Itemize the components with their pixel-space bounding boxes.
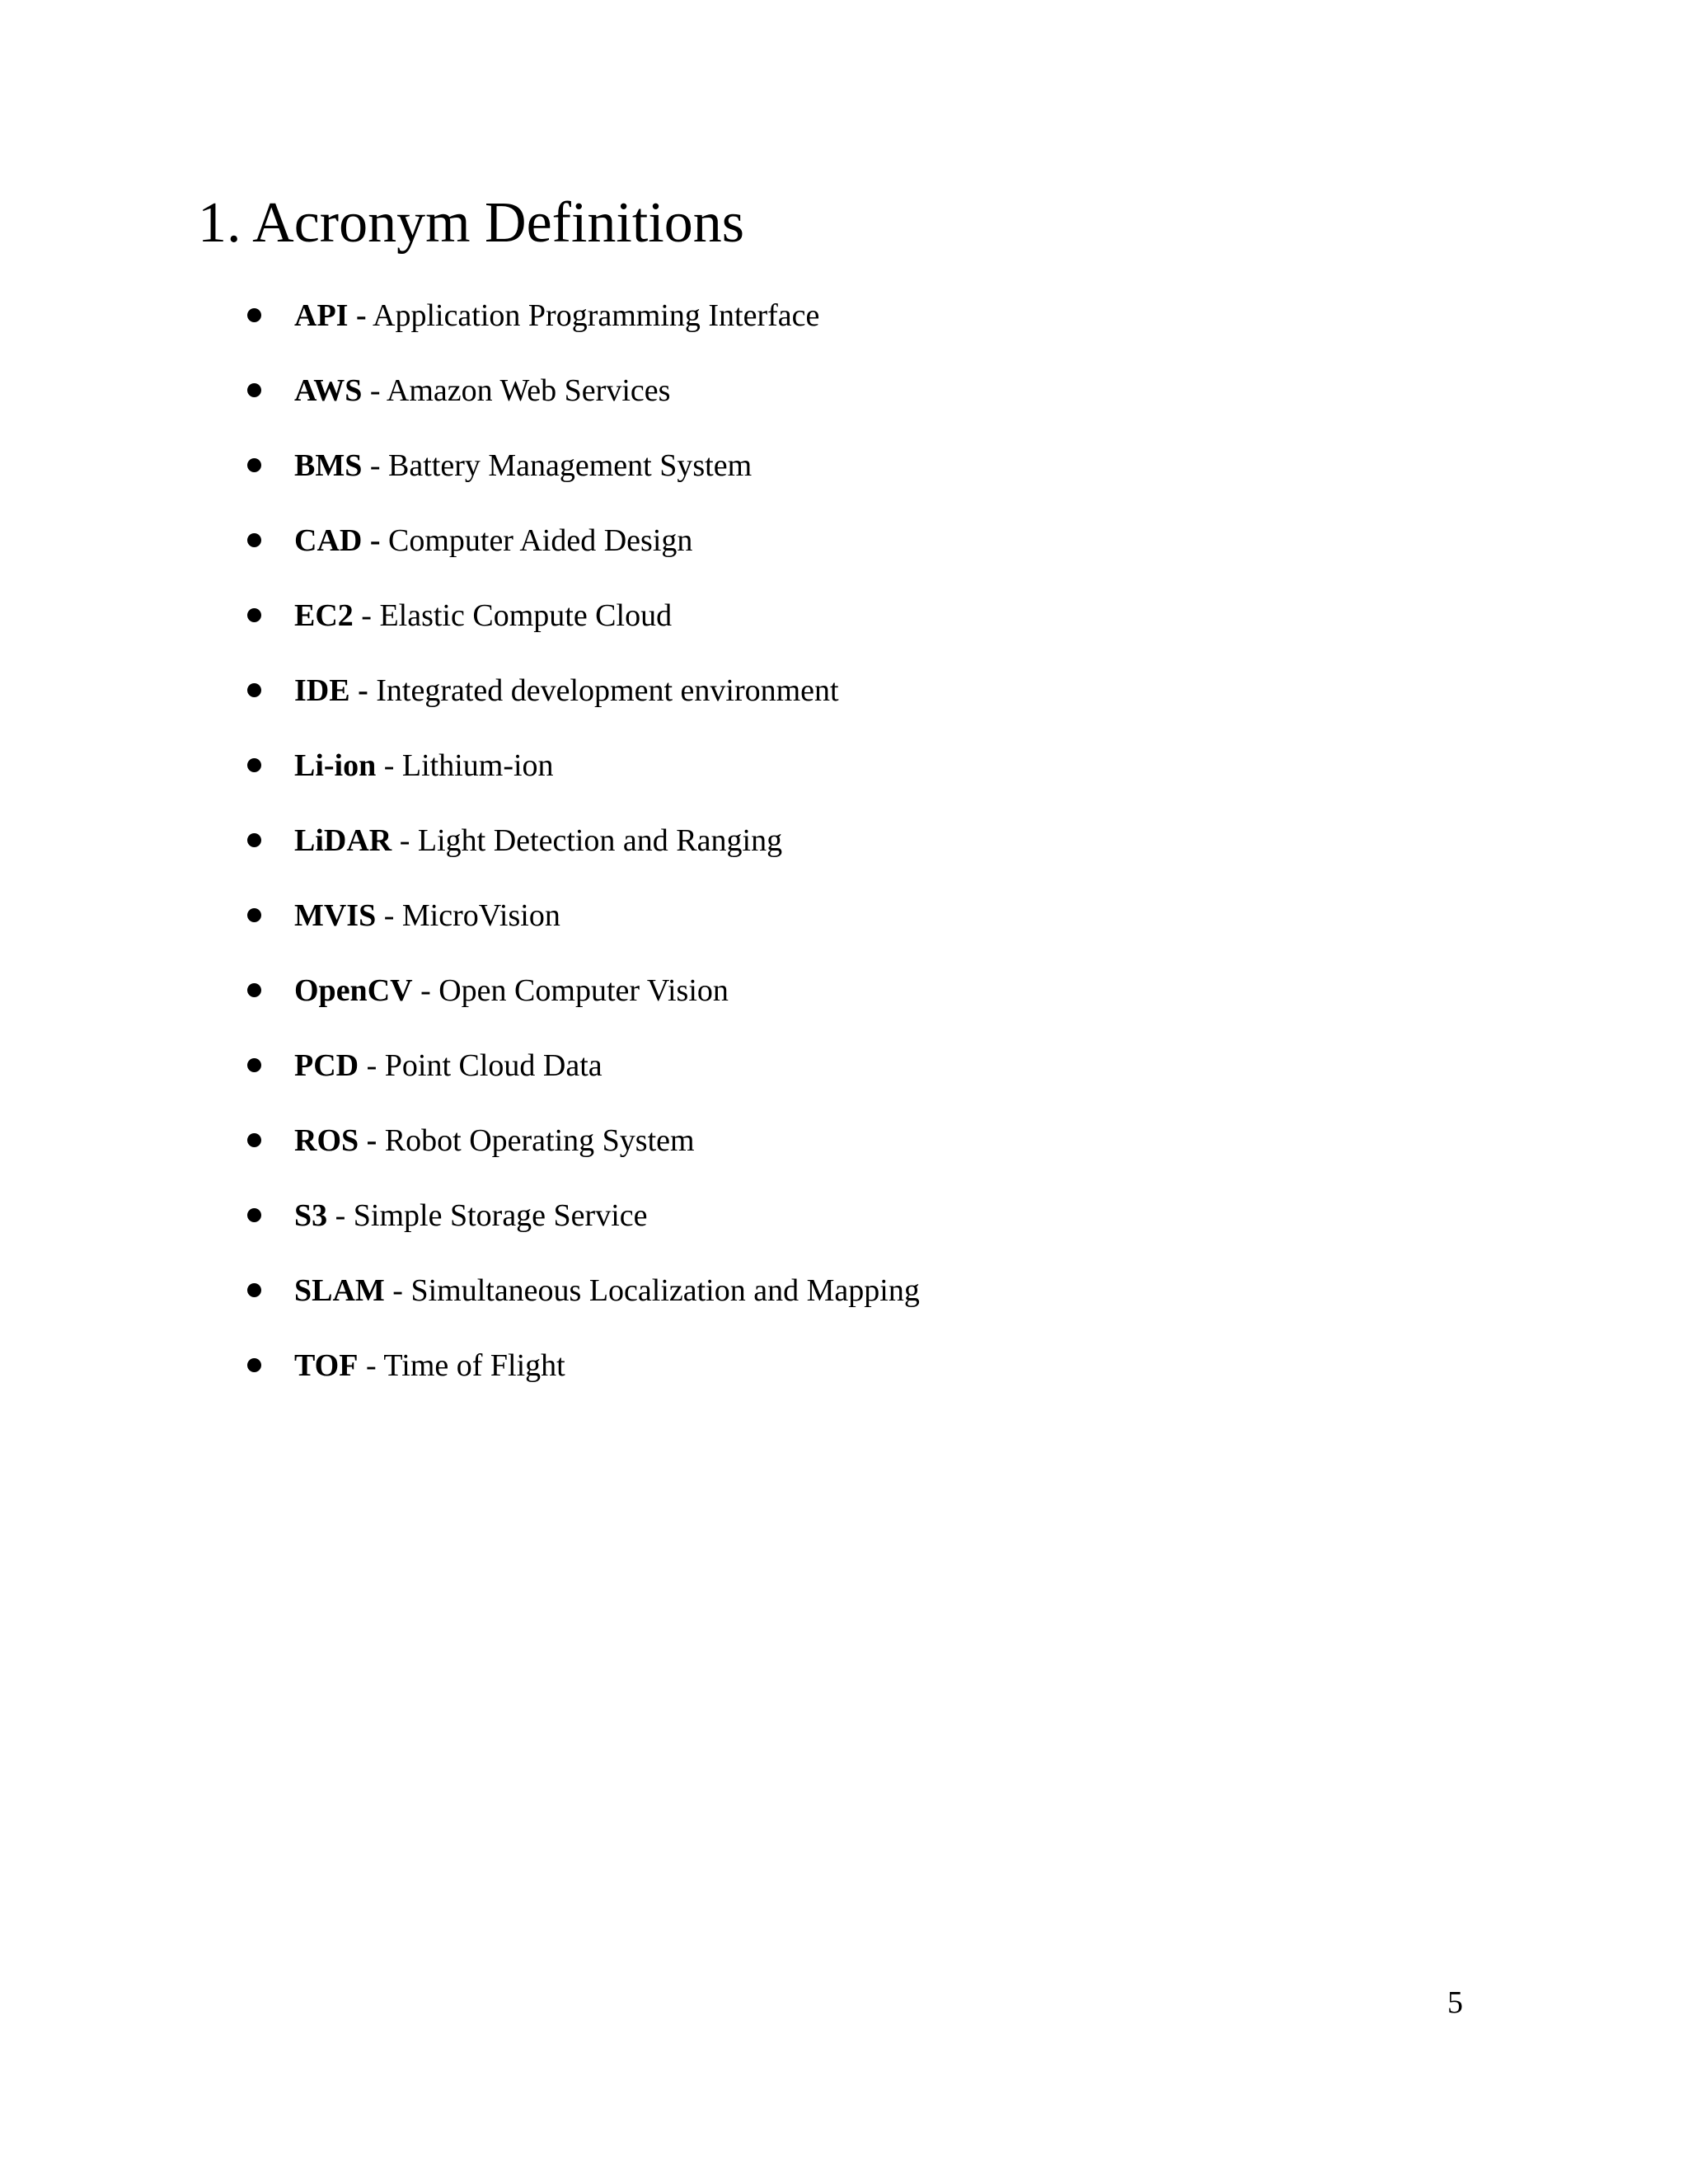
list-item-text xyxy=(294,666,839,715)
acronym-definition: - Lithium-ion xyxy=(376,748,554,783)
acronym-definition: - Amazon Web Services xyxy=(362,373,671,408)
acronym-definition: Computer Aided Design xyxy=(380,523,693,558)
list-item-text xyxy=(294,1116,695,1165)
acronym-definition: - Point Cloud Data xyxy=(359,1048,603,1083)
acronym-definition: - Time of Flight xyxy=(358,1348,565,1383)
acronym-term: PCD xyxy=(294,1048,359,1083)
bullet-icon xyxy=(247,1208,261,1222)
acronym-definition: Application Programming Interface xyxy=(366,298,820,333)
list-item-text xyxy=(294,891,560,940)
list-item-text xyxy=(294,291,819,340)
bullet-icon xyxy=(247,908,261,922)
acronym-term: ROS - xyxy=(294,1123,377,1158)
bullet-icon xyxy=(247,308,261,322)
acronym-term: EC2 xyxy=(294,598,354,633)
bullet-icon xyxy=(247,458,261,472)
bullet-icon xyxy=(247,758,261,772)
list-item-tof xyxy=(247,1341,1401,1390)
acronym-term: API - xyxy=(294,298,367,333)
list-item-opencv xyxy=(247,966,1401,1015)
acronym-term: Li-ion xyxy=(294,748,377,783)
list-item-text xyxy=(294,1191,648,1240)
page-number: 5 xyxy=(1447,1985,1463,2020)
list-item-pcd xyxy=(247,1041,1401,1090)
acronym-definition: Integrated development environment xyxy=(368,673,839,708)
page-title: 1. Acronym Definitions xyxy=(198,191,744,255)
acronym-term: BMS xyxy=(294,448,363,483)
acronym-term: LiDAR xyxy=(294,823,392,858)
bullet-icon xyxy=(247,1058,261,1072)
list-item-text xyxy=(294,1266,920,1315)
list-item-bms xyxy=(247,441,1401,490)
list-item-text xyxy=(294,966,729,1015)
acronym-term: IDE - xyxy=(294,673,368,708)
acronym-definition: - Battery Management System xyxy=(362,448,753,483)
acronym-definition: - Light Detection and Ranging xyxy=(392,823,783,858)
list-item-api xyxy=(247,291,1401,340)
list-item-text xyxy=(294,591,672,640)
acronym-term: MVIS xyxy=(294,898,377,933)
list-item-ide xyxy=(247,666,1401,715)
acronym-definition: - Simple Storage Service xyxy=(327,1198,648,1233)
acronym-term: TOF xyxy=(294,1348,359,1383)
list-item-ros xyxy=(247,1116,1401,1165)
bullet-icon xyxy=(247,383,261,397)
list-item-s3 xyxy=(247,1191,1401,1240)
acronym-definition: - Elastic Compute Cloud xyxy=(353,598,673,633)
list-item-mvis xyxy=(247,891,1401,940)
list-item-text xyxy=(294,816,782,865)
bullet-icon xyxy=(247,683,261,697)
bullet-icon xyxy=(247,1283,261,1297)
acronym-term: AWS xyxy=(294,373,363,408)
acronym-term: SLAM xyxy=(294,1273,385,1308)
acronym-term: OpenCV xyxy=(294,973,413,1008)
list-item-ec2 xyxy=(247,591,1401,640)
acronym-term: CAD - xyxy=(294,523,381,558)
bullet-icon xyxy=(247,983,261,997)
bullet-icon xyxy=(247,1358,261,1372)
list-item-text xyxy=(294,441,752,490)
list-item-slam xyxy=(247,1266,1401,1315)
list-item-text xyxy=(294,366,670,415)
bullet-icon xyxy=(247,833,261,847)
acronym-definition: - Open Computer Vision xyxy=(412,973,729,1008)
acronym-term: S3 xyxy=(294,1198,328,1233)
list-item-lidar xyxy=(247,816,1401,865)
bullet-icon xyxy=(247,1133,261,1147)
list-item-text xyxy=(294,516,692,565)
acronym-definition: - MicroVision xyxy=(376,898,560,933)
list-item-text xyxy=(294,1041,603,1090)
list-item-li-ion xyxy=(247,741,1401,790)
list-item-text xyxy=(294,1341,565,1390)
acronym-definition: - Simultaneous Localization and Mapping xyxy=(384,1273,920,1308)
bullet-icon xyxy=(247,533,261,547)
list-item-aws xyxy=(247,366,1401,415)
list-item-text xyxy=(294,741,554,790)
list-item-cad xyxy=(247,516,1401,565)
acronym-definition: Robot Operating System xyxy=(377,1123,695,1158)
bullet-icon xyxy=(247,608,261,622)
